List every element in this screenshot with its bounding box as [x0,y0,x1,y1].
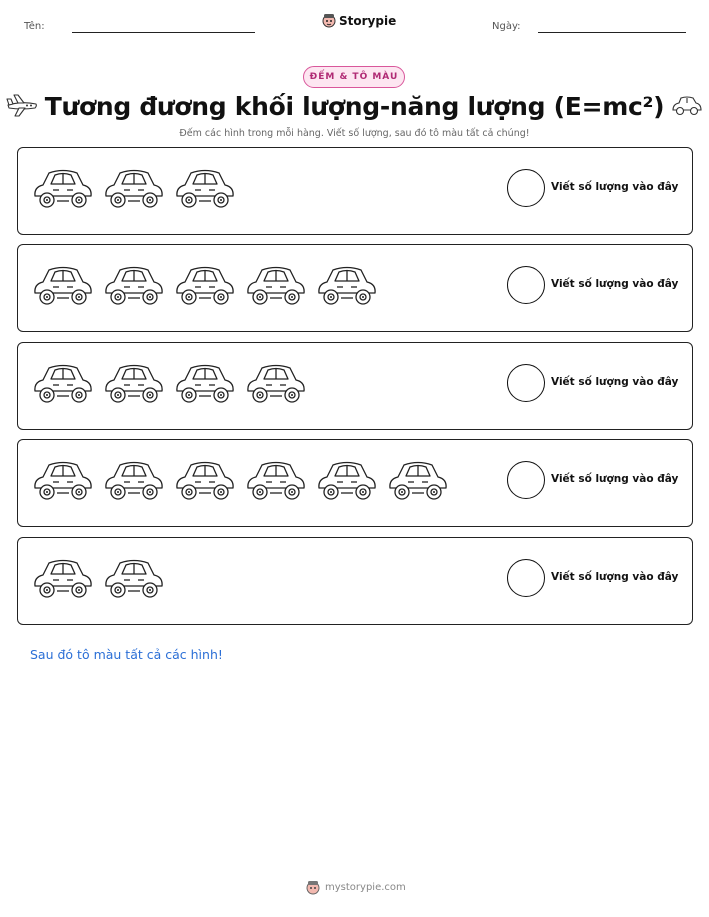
car-icon [244,358,308,408]
car-icon [102,455,166,505]
car-icon [173,358,237,408]
car-icon [31,455,95,505]
car-icon [31,358,95,408]
car-icon [31,163,95,213]
mascot-icon [322,13,336,28]
brand-name: Storypie [339,13,397,28]
answer-circle[interactable] [507,266,545,304]
counting-row-1 [17,147,693,235]
car-group [31,260,379,310]
footer-site: mystorypie.com [325,882,406,893]
car-icon [173,455,237,505]
answer-circle[interactable] [507,364,545,402]
answer-label: Viết số lượng vào đây [551,181,679,193]
answer-label: Viết số lượng vào đây [551,473,679,485]
instructions: Đếm các hình trong mỗi hàng. Viết số lượng, sau đó tô màu tất cả chúng! [179,128,530,139]
date-label: Ngày: [492,21,521,32]
answer-label: Viết số lượng vào đây [551,571,679,583]
car-group [31,553,166,603]
name-label: Tên: [24,21,45,32]
car-group [31,358,308,408]
car-icon [315,455,379,505]
car-icon [31,553,95,603]
answer-circle[interactable] [507,169,545,207]
car-icon [102,553,166,603]
name-line[interactable] [72,32,255,33]
mascot-icon [306,880,320,895]
car-icon [173,260,237,310]
car-icon [386,455,450,505]
answer-label: Viết số lượng vào đây [551,376,679,388]
answer-circle[interactable] [507,461,545,499]
car-icon [244,260,308,310]
car-icon [102,358,166,408]
answer-label: Viết số lượng vào đây [551,278,679,290]
category-badge: ĐẾM & TÔ MÀU [303,66,405,88]
car-group [31,455,450,505]
counting-row-2 [17,244,693,332]
car-icon [315,260,379,310]
page-title: Tương đương khối lượng-năng lượng (E=mc²) [44,92,665,121]
date-line[interactable] [538,32,686,33]
car-icon [670,94,704,118]
counting-row-5 [17,537,693,625]
coloring-note: Sau đó tô màu tất cả các hình! [30,647,223,662]
car-icon [244,455,308,505]
footer [306,880,406,895]
brand-logo [322,13,396,28]
car-icon [31,260,95,310]
car-icon [102,260,166,310]
car-icon [102,163,166,213]
counting-row-3 [17,342,693,430]
answer-circle[interactable] [507,559,545,597]
car-group [31,163,237,213]
counting-row-4 [17,439,693,527]
car-icon [173,163,237,213]
